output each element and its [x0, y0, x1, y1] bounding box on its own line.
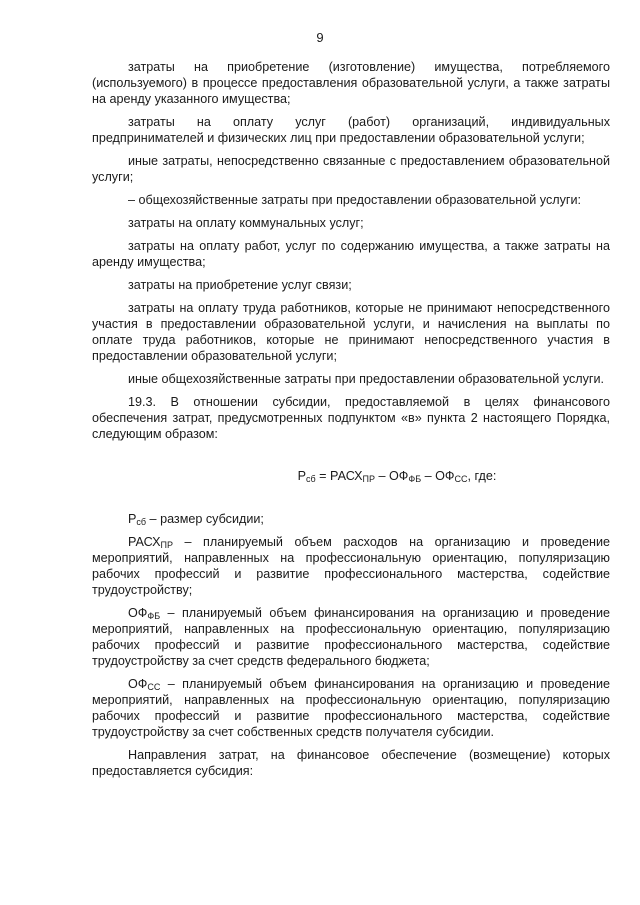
- paragraph: затраты на оплату коммунальных услуг;: [128, 216, 364, 230]
- formula-subscript: ПР: [362, 474, 375, 484]
- definition: [92, 534, 610, 598]
- definition: [92, 511, 610, 527]
- paragraph: затраты на оплату работ, услуг по содержанию имущества, а также затраты на аренду имущества;: [92, 239, 610, 269]
- paragraph: затраты на оплату труда работников, которые не принимают непосредственного участия в предоставлении образовательной услуги, и начисления на выплаты по оплате труда работников, которые не принимают непосредственного участия в предоставлении образовательной услуги;: [92, 301, 610, 363]
- formula-subscript: СС: [454, 474, 468, 484]
- paragraph: затраты на приобретение услуг связи;: [128, 278, 352, 292]
- formula-part: , где:: [467, 469, 497, 483]
- paragraph: иные общехозяйственные затраты при предоставлении образовательной услуги.: [128, 372, 605, 386]
- definition-subscript: СС: [147, 682, 161, 692]
- definition-text: – размер субсидии;: [146, 512, 264, 526]
- definition-symbol: ОФ: [128, 677, 148, 691]
- paragraph: – общехозяйственные затраты при предоставлении образовательной услуги:: [128, 193, 582, 207]
- definition-text: – планируемый объем расходов на организацию и проведение мероприятий, направленных на профессиональную ориентацию, популяризацию рабочих профессий и развитие профессионального мастерства, содействие трудоустройству;: [92, 535, 610, 597]
- page-number: 9: [316, 30, 324, 45]
- formula-subscript: ФБ: [408, 474, 422, 484]
- paragraph: затраты на приобретение (изготовление) имущества, потребляемого (используемого) в процессе предоставления образовательной услуги, а также затраты на аренду указанного имущества;: [92, 60, 610, 106]
- formula-subscript: сб: [306, 474, 316, 484]
- formula-part: – ОФ: [374, 469, 409, 483]
- definition-text: – планируемый объем финансирования на организацию и проведение мероприятий, направленных на профессиональную ориентацию, популяризацию рабочих профессий и развитие профессионального мастерства, содействие трудоустройству за счет собственных средств получателя субсидии.: [92, 677, 610, 739]
- definition-text: – планируемый объем финансирования на организацию и проведение мероприятий, направленных на профессиональную ориентацию, популяризацию рабочих профессий и развитие профессионального мастерства, содействие трудоустройству за счет средств федерального бюджета;: [92, 606, 610, 668]
- paragraph: затраты на оплату услуг (работ) организаций, индивидуальных предпринимателей и физических лиц при предоставлении образовательной услуги;: [92, 115, 610, 145]
- definition-symbol: ОФ: [128, 606, 148, 620]
- definition: [92, 676, 610, 740]
- definition-subscript: сб: [136, 517, 147, 527]
- paragraph: Направления затрат, на финансовое обеспечение (возмещение) которых предоставляется субсидия:: [92, 748, 610, 778]
- definition-symbol: Р: [128, 512, 137, 526]
- paragraph: иные затраты, непосредственно связанные с предоставлением образовательной услуги;: [92, 154, 610, 184]
- formula-part: Р: [297, 469, 307, 483]
- document-body: [92, 59, 610, 786]
- definition-symbol: РАСХ: [128, 535, 161, 549]
- formula: [92, 468, 610, 484]
- definition: [92, 605, 610, 669]
- formula-part: – ОФ: [421, 469, 455, 483]
- paragraph: 19.3. В отношении субсидии, предоставляемой в целях финансового обеспечения затрат, предусмотренных подпунктом «в» пункта 2 настоящего Порядка, следующим образом:: [92, 395, 610, 441]
- definition-subscript: ФБ: [147, 611, 161, 621]
- formula-part: = РАСХ: [315, 469, 363, 483]
- definition-subscript: ПР: [160, 540, 173, 550]
